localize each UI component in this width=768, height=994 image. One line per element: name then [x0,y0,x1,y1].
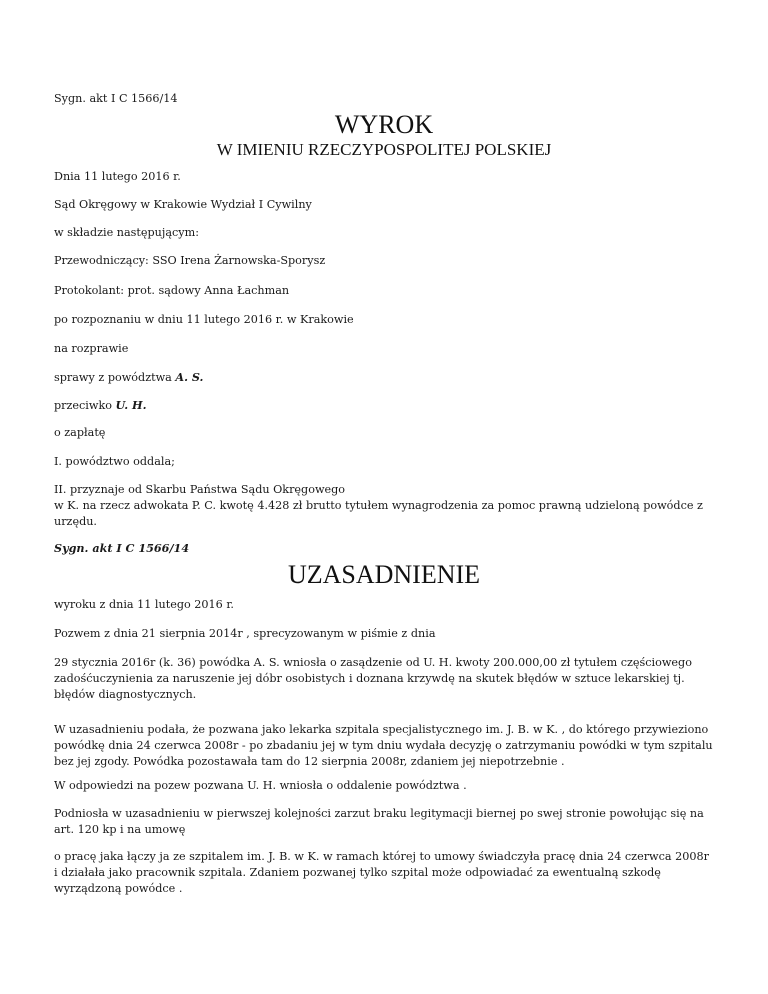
justification-paragraph: o pracę jaka łączy ja ze szpitalem im. J. B. w K. w ramach której to umowy świadczyła pracę dnia 24 czerwca 2008r i działała jako pracownik szpitala. Zdaniem pozwanej tylko szpital może odpowiadać za ewentualną szkodę wyrządzoną powódce . [54,850,709,895]
hearing-line: po rozpoznaniu w dniu 11 lutego 2016 r. w Krakowie [54,313,354,326]
session-line: na rozprawie [54,342,129,355]
court-recorder: Protokolant: prot. sądowy Anna Łachman [54,284,290,297]
judgment-title: WYROK [334,110,434,139]
defendant-name: U. H. [115,398,147,412]
subject-line: o zapłatę [54,426,106,439]
court-name: Sąd Okręgowy w Krakowie Wydział I Cywilny [54,198,312,211]
justification-paragraph: Podniosła w uzasadnieniu w pierwszej kolejności zarzut braku legitymacji biernej po swej stronie powołując się na art. 120 kp i na umowę [54,807,704,836]
judgment-date: Dnia 11 lutego 2016 r. [54,170,181,183]
case-line [54,369,716,386]
case-signature: Sygn. akt I C 1566/14 [54,92,178,105]
against-prefix: przeciwko [54,399,116,412]
justification-intro: wyroku z dnia 11 lutego 2016 r. [54,598,234,611]
presiding-judge: Przewodniczący: SSO Irena Żarnowska-Sporysz [54,254,326,267]
case-prefix: sprawy z powództwa [54,371,176,384]
case-signature-2: Sygn. akt I C 1566/14 [54,541,190,555]
ruling-point-1: I. powództwo oddala; [54,455,175,468]
justification-paragraph: Pozwem z dnia 21 sierpnia 2014r , sprecyzowanym w piśmie z dnia [54,627,436,640]
ruling-point-2-line2: w K. na rzecz adwokata P. C. kwotę 4.428 zł brutto tytułem wynagrodzenia za pomoc prawną udzieloną powódce z urzędu. [54,499,703,528]
justification-paragraph: 29 stycznia 2016r (k. 36) powódka A. S. wniosła o zasądzenie od U. H. kwoty 200.000,00 zł tytułem częściowego zadośćuczynienia za naruszenie jej dóbr osobistych i doznana krzywdę na skutek błędów w sztuce lekarskiej tj. błędów diagnostycznych. [54,656,692,701]
justification-paragraph: W odpowiedzi na pozew pozwana U. H. wniosła o oddalenie powództwa . [54,779,467,792]
justification-paragraph: W uzasadnieniu podała, że pozwana jako lekarka szpitala specjalistycznego im. J. B. w K. , do którego przywieziono powódkę dnia 24 czerwca 2008r - po zbadaniu jej w tym dniu wydała decyzję o zatrzymaniu powódki w tym szpitalu bez jej zgody. Powódka pozostawała tam do 12 sierpnia 2008r, zdaniem jej niepotrzebnie . [54,723,713,768]
ruling-point-2-line1: II. przyznaje od Skarbu Państwa Sądu Okręgowego [54,483,346,496]
composition-intro: w składzie następującym: [54,226,199,239]
plaintiff-name: A. S. [175,370,204,384]
justification-title: UZASADNIENIE [287,560,481,589]
ruling-point-2 [54,482,716,530]
judgment-subtitle: W IMIENIU RZECZYPOSPOLITEJ POLSKIEJ [216,140,552,159]
against-line [54,397,716,414]
